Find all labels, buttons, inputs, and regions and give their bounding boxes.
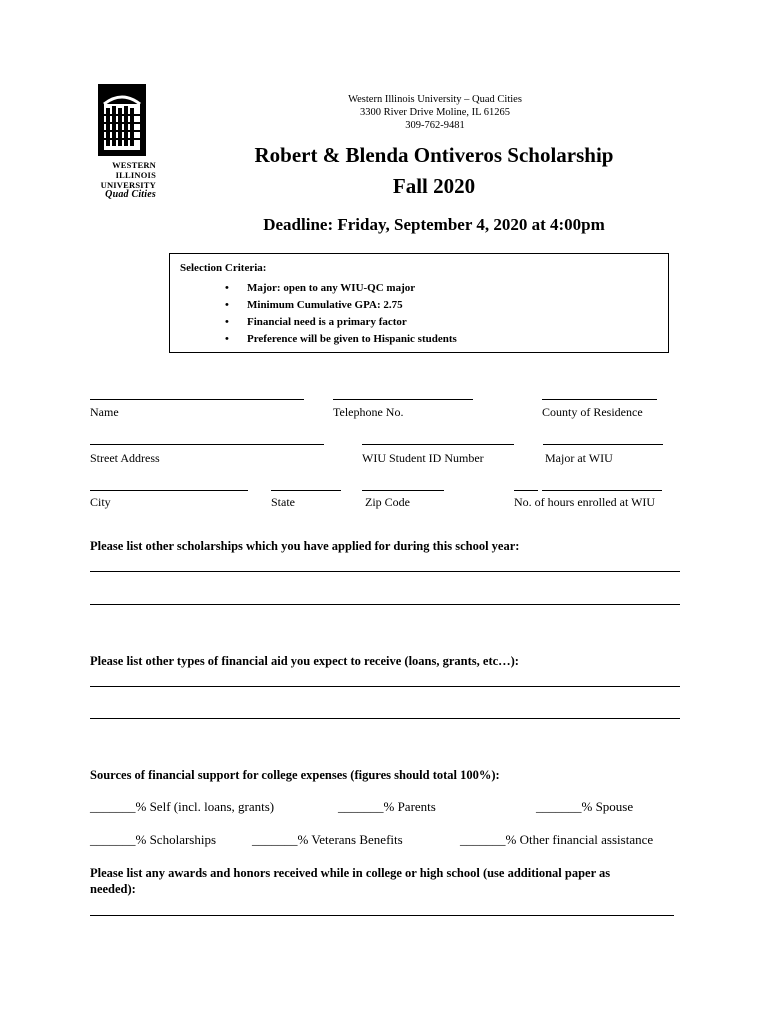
criteria-list xyxy=(225,280,457,348)
awards-answer-line[interactable] xyxy=(90,915,674,916)
parents-percentage-field[interactable]: _______% Parents xyxy=(338,799,436,814)
financial-aid-answer-line[interactable] xyxy=(90,686,680,687)
logo-line-quad-cities: Quad Cities xyxy=(105,189,156,200)
spouse-percentage-field[interactable]: _______% Spouse xyxy=(536,799,634,814)
page-subtitle: Fall 2020 xyxy=(392,174,476,198)
header-university: Western Illinois University – Quad Cities xyxy=(348,94,522,105)
telephone-field[interactable] xyxy=(333,399,473,400)
awards-question-cont: needed): xyxy=(90,882,136,896)
scholarships-question: Please list other scholarships which you have applied for during this school year: xyxy=(90,539,520,553)
telephone-label: Telephone No. xyxy=(333,405,404,419)
major-label: Major at WIU xyxy=(545,451,613,465)
selection-criteria-box xyxy=(169,253,669,353)
scholarships-answer-line[interactable] xyxy=(90,604,680,605)
veterans-percentage-field[interactable]: _______% Veterans Benefits xyxy=(252,832,403,847)
awards-question: Please list any awards and honors received while in college or high school (use additional paper as xyxy=(90,866,611,880)
criteria-item: • Minimum Cumulative GPA: 2.75 xyxy=(225,297,457,314)
header-phone: 309-762-9481 xyxy=(405,120,465,131)
criteria-item: • Major: open to any WIU-QC major xyxy=(225,280,457,297)
page-title: Robert & Blenda Ontiveros Scholarship xyxy=(254,143,614,167)
financial-aid-question: Please list other types of financial aid you expect to receive (loans, grants, etc…): xyxy=(90,654,519,668)
sources-question: Sources of financial support for college expenses (figures should total 100%): xyxy=(90,768,500,782)
zip-field[interactable] xyxy=(362,490,444,491)
name-field[interactable] xyxy=(90,399,304,400)
hours-field[interactable] xyxy=(542,490,662,491)
other-percentage-field[interactable]: _______% Other financial assistance xyxy=(460,832,654,847)
scholarships-answer-line[interactable] xyxy=(90,571,680,572)
name-label: Name xyxy=(90,405,119,419)
state-field[interactable] xyxy=(271,490,341,491)
street-label: Street Address xyxy=(90,451,160,465)
self-percentage-field[interactable]: _______% Self (incl. loans, grants) xyxy=(90,799,275,814)
major-field[interactable] xyxy=(543,444,663,445)
criteria-heading: Selection Criteria: xyxy=(180,262,267,274)
county-field[interactable] xyxy=(542,399,657,400)
student-id-field[interactable] xyxy=(362,444,514,445)
logo-line-western: WESTERN xyxy=(112,160,156,170)
county-label: County of Residence xyxy=(542,405,643,419)
hours-label: No. of hours enrolled at WIU xyxy=(514,495,656,509)
wiu-logo xyxy=(88,84,156,204)
financial-aid-answer-line[interactable] xyxy=(90,718,680,719)
city-label: City xyxy=(90,495,111,509)
state-label: State xyxy=(271,495,295,509)
criteria-item: • Financial need is a primary factor xyxy=(225,314,457,331)
criteria-item: • Preference will be given to Hispanic students xyxy=(225,331,457,348)
building-icon xyxy=(98,84,160,156)
deadline: Deadline: Friday, September 4, 2020 at 4:00pm xyxy=(263,215,605,234)
street-field[interactable] xyxy=(90,444,324,445)
hours-field-prefix[interactable] xyxy=(514,490,538,491)
logo-line-university: UNIVERSITY xyxy=(100,180,156,190)
zip-label: Zip Code xyxy=(365,495,410,509)
scholarships-percentage-field[interactable]: _______% Scholarships xyxy=(90,832,217,847)
logo-line-illinois: ILLINOIS xyxy=(115,170,156,180)
student-id-label: WIU Student ID Number xyxy=(362,451,484,465)
city-field[interactable] xyxy=(90,490,248,491)
header-address: 3300 River Drive Moline, IL 61265 xyxy=(359,107,511,118)
